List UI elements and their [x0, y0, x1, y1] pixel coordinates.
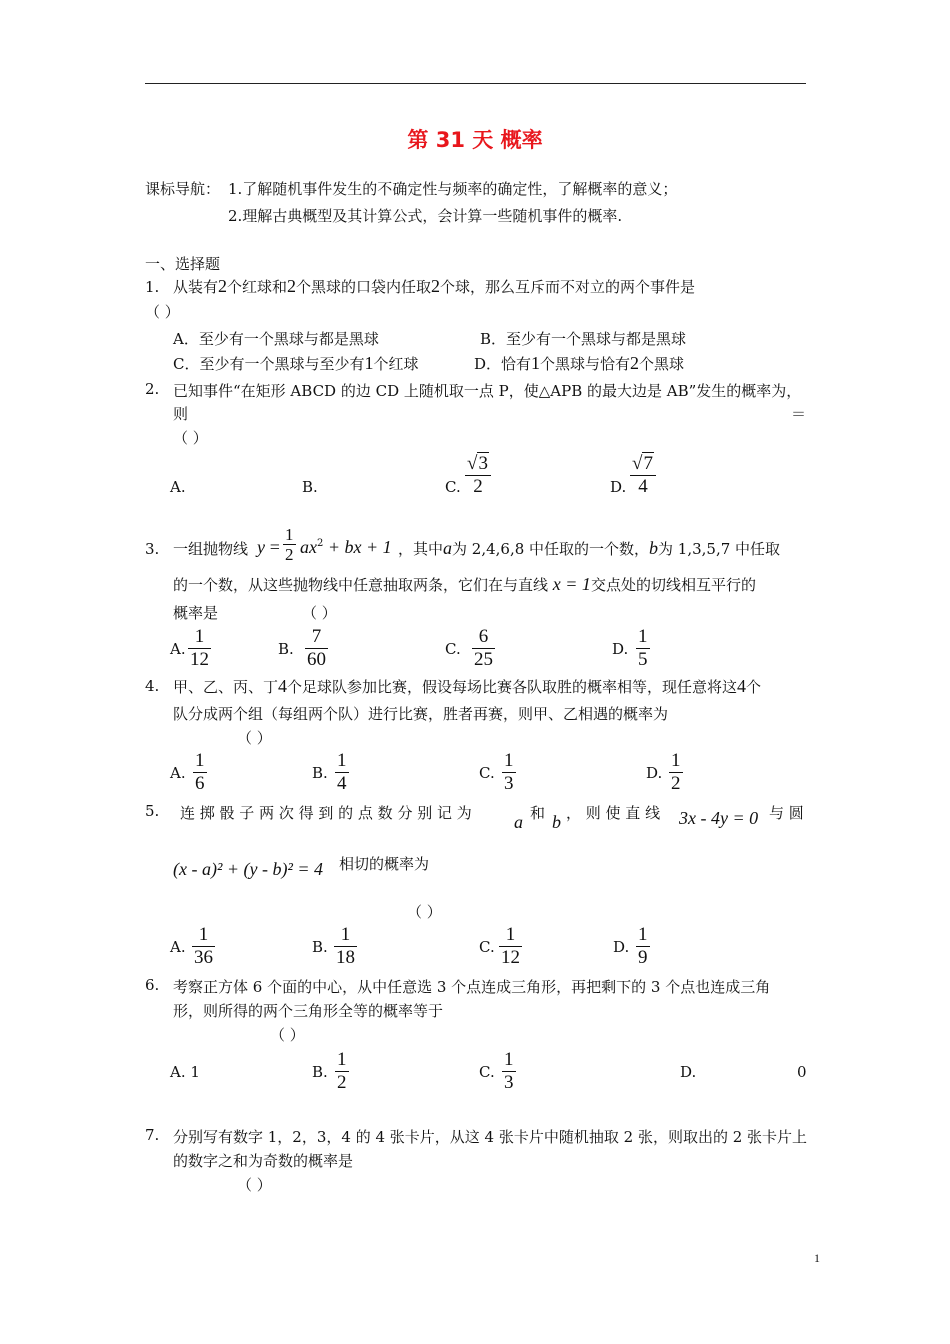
q5-option-d: D. [613, 938, 630, 956]
q6-option-a: A. 1 [170, 1063, 200, 1081]
question-6-number: 6. [145, 976, 160, 994]
question-5-circle-eq: (x - a)² + (y - b)² = 4 [173, 859, 324, 879]
question-6-paren: （ ） [270, 1026, 305, 1044]
q1-option-b: B．至少有一个黑球与都是黑球 [480, 330, 687, 348]
q4-option-b: B. [312, 764, 328, 782]
question-2-then: 则 [173, 405, 189, 423]
question-4-line-2: 队分成两个组（每组两个队）进行比赛，胜者再赛，则甲、乙相遇的概率为 [173, 705, 669, 723]
question-7-line-2: 的数字之和为奇数的概率是 [173, 1152, 354, 1170]
q3-option-c: C. [445, 640, 461, 658]
question-7-line-1: 分别写有数字 1，2，3，4 的 4 张卡片，从这 4 张卡片中随机抽取 2 张，则取出的 2 张卡片上 [173, 1128, 808, 1146]
header-rule [145, 83, 806, 84]
q2-option-b: B. [302, 478, 318, 496]
guide-label: 课标导航： [145, 180, 221, 198]
guide-line-2: 2.理解古典概型及其计算公式，会计算一些随机事件的概率. [228, 207, 623, 225]
guide-line-1: 1.了解随机事件发生的不确定性与频率的确定性，了解概率的意义； [228, 180, 678, 198]
question-1-paren: （ ） [145, 303, 180, 321]
q1-option-a: A．至少有一个黑球与都是黑球 [173, 330, 379, 348]
question-5-b: b [552, 812, 561, 832]
question-5-line-eq: 3x - 4y = 0 [679, 808, 759, 828]
q3-option-b: B. [278, 640, 294, 658]
q2-option-c-fraction: $\frac{√3}{2}$ [465, 453, 491, 498]
question-3-formula: y = [257, 537, 280, 557]
q3-half-fraction: $\frac{1}{2}$ [285, 525, 294, 564]
question-1-text: 从装有2个红球和2个黑球的口袋内任取2个球，那么互斥而不对立的两个事件是 [173, 276, 696, 296]
q3-option-a-fraction: $\frac{1}{12}$ [190, 626, 209, 670]
question-2-paren: （ ） [173, 429, 208, 447]
question-1-number: 1. [145, 278, 160, 296]
q4-option-d: D. [646, 764, 663, 782]
question-2-number: 2. [145, 380, 160, 398]
q3-option-c-fraction: $\frac{6}{25}$ [474, 626, 493, 670]
q2-option-c: C. [445, 478, 461, 496]
question-2-text: 已知事件“在矩形 ABCD 的边 CD 上随机取一点 P，使△APB 的最大边是 AB”发生的概率为， [173, 382, 802, 400]
question-3-paren: （ ） [302, 604, 337, 622]
q6-option-b-fraction: $\frac{1}{2}$ [337, 1049, 347, 1093]
question-7-number: 7. [145, 1126, 160, 1144]
q2-option-d-fraction: $\frac{√7}{4}$ [630, 453, 656, 498]
q3-option-d-fraction: $\frac{1}{5}$ [638, 626, 648, 670]
q6-option-d-value: 0 [797, 1063, 807, 1081]
q5-option-a: A. [170, 938, 186, 956]
question-6-line-1: 考察正方体 6 个面的中心，从中任意选 3 个点连成三角形，再把剩下的 3 个点也连成三角 [173, 978, 771, 996]
question-4-paren: （ ） [237, 729, 272, 747]
q5-option-c: C. [479, 938, 495, 956]
q1-option-d: D．恰有1个黑球与恰有2个黑球 [474, 353, 685, 373]
question-3-formula-rest: $ax^2$ + bx + 1 [300, 537, 392, 557]
q5-option-c-fraction: $\frac{1}{12}$ [501, 924, 520, 968]
page-title: 第 31 天 概率 [407, 128, 543, 152]
page-number: 1 [814, 1251, 820, 1265]
q4-option-a: A. [170, 764, 186, 782]
q5-option-b: B. [312, 938, 328, 956]
q6-option-c-fraction: $\frac{1}{3}$ [504, 1049, 514, 1093]
question-5-text-3: 与 圆 [769, 804, 804, 822]
question-3-text: ，其中a为 2,4,6,8 中任取的一个数，b为 1,3,5,7 中任取 [398, 538, 781, 558]
question-5-a: a [514, 812, 523, 832]
question-7-paren: （ ） [237, 1176, 272, 1194]
question-5-text: 连 掷 骰 子 两 次 得 到 的 点 数 分 别 记 为 [180, 804, 472, 822]
q5-option-d-fraction: $\frac{1}{9}$ [638, 924, 648, 968]
question-5-text-4: 相切的概率为 [339, 855, 430, 873]
q6-option-d: D. [680, 1063, 697, 1081]
question-5-paren: （ ） [407, 903, 442, 921]
q3-option-b-fraction: $\frac{7}{60}$ [307, 626, 326, 670]
q2-option-d: D. [610, 478, 627, 496]
question-4-number: 4. [145, 677, 160, 695]
q6-option-c: C. [479, 1063, 495, 1081]
q1-option-c: C．至少有一个黑球与至少有1个红球 [173, 353, 419, 373]
q6-option-b: B. [312, 1063, 328, 1081]
question-6-line-2: 形，则所得的两个三角形全等的概率等于 [173, 1002, 444, 1020]
question-3-number: 3. [145, 540, 160, 558]
q4-option-a-fraction: $\frac{1}{6}$ [195, 750, 205, 794]
question-4-text: 甲、乙、丙、丁4个足球队参加比赛，假设每场比赛各队取胜的概率相等，现任意将这4个 [173, 676, 762, 696]
question-3-line-3: 概率是 [173, 604, 219, 622]
q4-option-c-fraction: $\frac{1}{3}$ [504, 750, 514, 794]
question-2-equals: ＝ [791, 405, 807, 423]
question-3-line-2: 的一个数，从这些抛物线中任意抽取两条，它们在与直线 x = 1交点处的切线相互平行的 [173, 574, 756, 594]
q4-option-b-fraction: $\frac{1}{4}$ [337, 750, 347, 794]
section-heading: 一、选择题 [145, 255, 221, 273]
q4-option-d-fraction: $\frac{1}{2}$ [671, 750, 681, 794]
question-3-lead: 一组抛物线 [173, 540, 249, 558]
question-5-number: 5. [145, 802, 160, 820]
q5-option-b-fraction: $\frac{1}{18}$ [336, 924, 355, 968]
q2-option-a: A. [170, 478, 186, 496]
question-5-text-2: ， 则 使 直 线 [566, 804, 661, 822]
q3-option-a: A. [170, 640, 186, 658]
q4-option-c: C. [479, 764, 495, 782]
q3-option-d: D. [612, 640, 629, 658]
question-5-and: 和 [530, 804, 546, 822]
q5-option-a-fraction: $\frac{1}{36}$ [194, 924, 213, 968]
